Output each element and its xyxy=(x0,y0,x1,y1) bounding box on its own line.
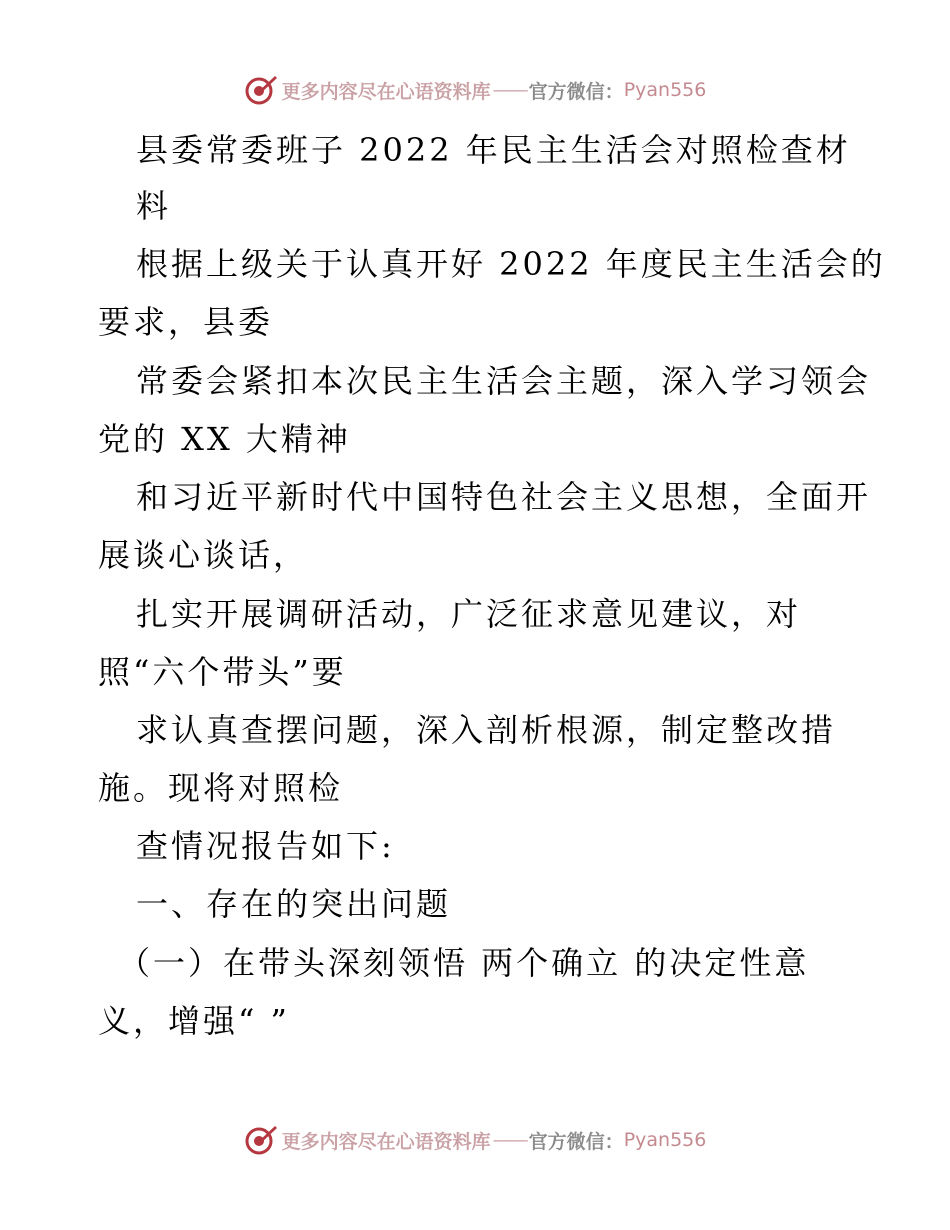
paragraph-line: 照“六个带头”要 xyxy=(98,653,347,691)
paragraph-line: 根据上级关于认真开好 2022 年度民主生活会的 xyxy=(136,245,886,283)
watermark-dash: —— xyxy=(492,1129,527,1151)
pen-logo-icon xyxy=(244,73,278,107)
watermark-wechat-id: Pyan556 xyxy=(623,79,707,101)
paragraph-line: 施。现将对照检 xyxy=(98,769,344,807)
title-line-2: 料 xyxy=(136,187,172,225)
section-heading: 一、存在的突出问题 xyxy=(136,885,452,923)
pen-logo-icon xyxy=(244,1123,278,1157)
watermark-official-text: 官方微信： xyxy=(528,1130,624,1153)
paragraph-line: 和习近平新时代中国特色社会主义思想，全面开 xyxy=(136,478,872,516)
paragraph-line: 义，增强“ ” xyxy=(98,1002,290,1040)
paragraph-line: 常委会紧扣本次民主生活会主题，深入学习领会 xyxy=(136,362,872,400)
paragraph-line: 党的 XX 大精神 xyxy=(98,420,351,458)
paragraph-line: 求认真查摆问题，深入剖析根源，制定整改措 xyxy=(136,711,837,749)
watermark-wechat-id: Pyan556 xyxy=(623,1129,707,1151)
watermark-dash: —— xyxy=(492,79,527,101)
paragraph-line: 扎实开展调研活动，广泛征求意见建议，对 xyxy=(136,595,802,633)
watermark-official-text: 官方微信： xyxy=(528,80,624,103)
watermark-main-text: 更多内容尽在心语资料库 xyxy=(281,1130,491,1153)
subsection-heading: （一）在带头深刻领悟 两个确立 的决定性意 xyxy=(118,944,810,982)
paragraph-line: 查情况报告如下: xyxy=(136,827,395,865)
paragraph-line: 要求，县委 xyxy=(98,303,274,341)
footer-watermark xyxy=(0,1120,950,1160)
paragraph-line: 展谈心谈话， xyxy=(98,536,309,574)
header-watermark xyxy=(0,70,950,110)
title-line-1: 县委常委班子 2022 年民主生活会对照检查材 xyxy=(136,131,851,169)
watermark-main-text: 更多内容尽在心语资料库 xyxy=(281,80,491,103)
